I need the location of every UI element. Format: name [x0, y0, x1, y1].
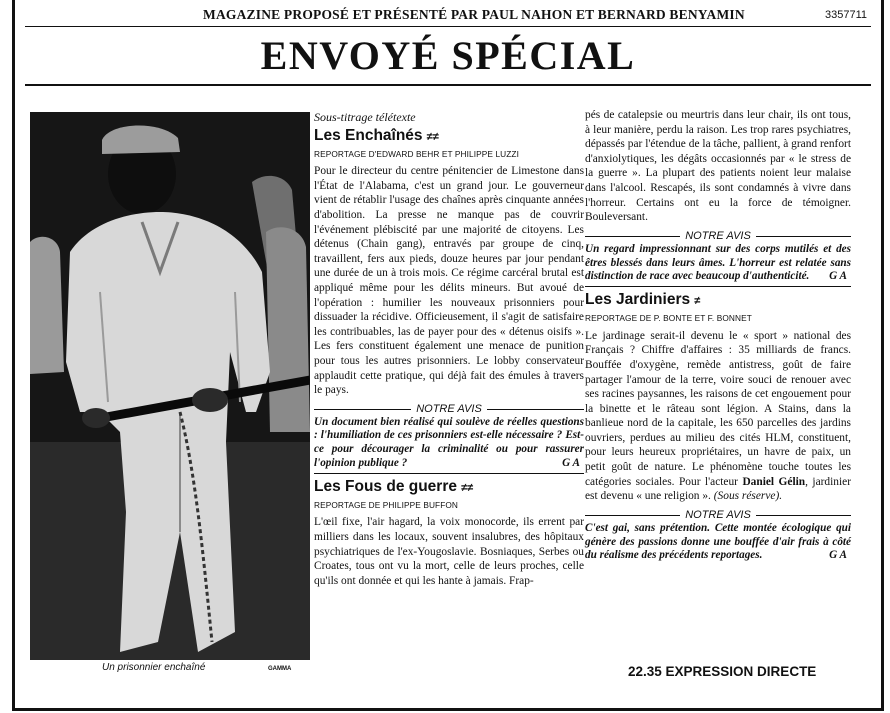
report-title-text: Les Enchaînés	[314, 126, 423, 144]
reference-number: 3357711	[824, 9, 867, 21]
title-divider	[25, 84, 871, 86]
report-body: L'œil fixe, l'air hagard, la voix monocorde, ils errent par milliers dans les locaux, souvent insalubres, des hôpitaux psychiatriques de l'ex-Yougoslavie. Bosniaques, Serbes ou Croates, tous ont vu la mort, celle de leurs proches, celle qu'ils ont donnée et qui les hante à jamais. Frap-	[314, 516, 584, 587]
avis-label: NOTRE AVIS	[680, 230, 756, 242]
avis-signature: G A	[562, 457, 580, 470]
column-left	[314, 110, 584, 588]
report-byline: REPORTAGE DE P. BONTE ET F. BONNET	[585, 313, 752, 324]
next-program: 22.35 EXPRESSION DIRECTE	[628, 664, 817, 679]
avis-text	[314, 416, 584, 471]
avis-label: NOTRE AVIS	[680, 509, 756, 521]
report-title-text: Les Fous de guerre	[314, 477, 457, 495]
divider	[314, 473, 584, 474]
subtitle-note: Sous-titrage télétexte	[314, 110, 416, 124]
avis-body: Un document bien réalisé qui soulève de réelles questions : l'humiliation de ces prisonniers est-elle nécessaire ? Est-ce pour décourager la criminalité ou pour rassurer l'opinion publique ?	[314, 415, 584, 470]
avis-signature: G A	[829, 549, 847, 562]
report-note: (Sous réserve).	[713, 490, 783, 503]
report-body: Pour le directeur du centre pénitencier de Limestone dans l'État de l'Alabama, c'est un grand jour. Le gouverneur vient de rétablir l'usage des chaînes après cinquante années d'abolition. La presse ne manque pas de couvrir l'événement plébiscité par une majorité de citoyens. Les détenus (Chain gang), entravés par groupe de cinq, travaillent, fers aux pieds, douze heures par jour pendant une durée de un à trois mois. Ce régime carcéral brutal est appliqué même pour les délits mineurs. But avoué de l'opération : humilier les nouveaux prisonniers pour dissuader la récidive. Officieusement, il s'agit de satisfaire les contribuables, las de payer pour des « détenus oisifs ». Les fers constituent également une menace de punition pour tous les autres prisonniers. Le lobby conservateur applaudit cette pratique, qui déjà fait des émules à travers le pays.	[314, 165, 584, 397]
report-byline: REPORTAGE D'EDWARD BEHR ET PHILIPPE LUZZI	[314, 148, 519, 159]
report-title	[314, 127, 584, 146]
avis-body: C'est gai, sans prétention. Cette montée écologique qui génère des passions donne une bouffée d'air frais à côté du réalisme des précédents reportages.	[585, 521, 851, 562]
photo-credit: GAMMA	[268, 666, 292, 672]
divider	[585, 286, 851, 287]
report-body-text: Le jardinage serait-il devenu le « sport » national des Français ? Chiffre d'affaires : 35 milliards de francs. Bouffée d'oxygène, remède antistress, goût de faire partager l'amour de la terre, voire souci de renouer avec ses racines paysannes, les raisons de cet engouement pour la binette et le râteau sont légion. A Stains, dans la banlieue nord de la capitale, les 650 parcelles des jardins ouvriers, perdues au milieu des cités HLM, constituent, pour leurs heureux propriétaires, un havre de paix, un petit goût de nature. Le phénomène touche toutes les catégories sociales. Pour l'acteur	[585, 329, 851, 488]
report-title	[314, 478, 584, 497]
top-banner	[25, 2, 871, 27]
rating-icon: ≠≠	[460, 481, 474, 494]
rating-icon: ≠≠	[426, 130, 439, 143]
prisoner-photo	[30, 112, 310, 660]
avis-body: Un regard impressionnant sur des corps mutilés et des êtres blessés dans leurs âmes. L'horreur est relatée sans distinction de race avec beaucoup d'authenticité.	[585, 242, 851, 283]
column-right	[585, 108, 851, 563]
photo-caption: Un prisonnier enchaîné	[102, 662, 206, 673]
avis-signature: G A	[829, 270, 847, 283]
report-title-text: Les Jardiniers	[585, 291, 691, 309]
page-title: ENVOYÉ SPÉCIAL	[260, 33, 636, 78]
actor-name: Daniel Gélin	[742, 475, 806, 488]
avis-heading	[314, 402, 584, 416]
avis-text	[585, 522, 851, 563]
avis-heading	[585, 229, 851, 243]
rating-icon: ≠	[694, 295, 701, 308]
report-body	[585, 329, 851, 504]
avis-heading	[585, 508, 851, 522]
avis-label: NOTRE AVIS	[411, 403, 487, 415]
avis-text	[585, 243, 851, 284]
presenters-credit: MAGAZINE PROPOSÉ ET PRÉSENTÉ PAR PAUL NAHON ET BERNARD BENYAMIN	[203, 7, 745, 22]
report-byline: REPORTAGE DE PHILIPPE BUFFON	[314, 499, 459, 510]
report-body-continued: pés de catalepsie ou meurtris dans leur chair, ils ont tous, à leur manière, perdu la raison. Les trop rares psychiatres, dépassés par l'étendue de la tâche, pallient, à grand renfort d'anxiolytiques, les dégâts occasionnés par « le stress de la guerre ». La plupart des patients noient leur malaise dans l'alcool. Rescapés, ils sont condamnés à vivre dans l'horreur. Certains ont eu la force de témoigner. Bouleversant.	[585, 109, 851, 224]
report-body-end: , jardinier est devenu « une religion ».	[585, 475, 851, 503]
report-title	[585, 291, 851, 310]
